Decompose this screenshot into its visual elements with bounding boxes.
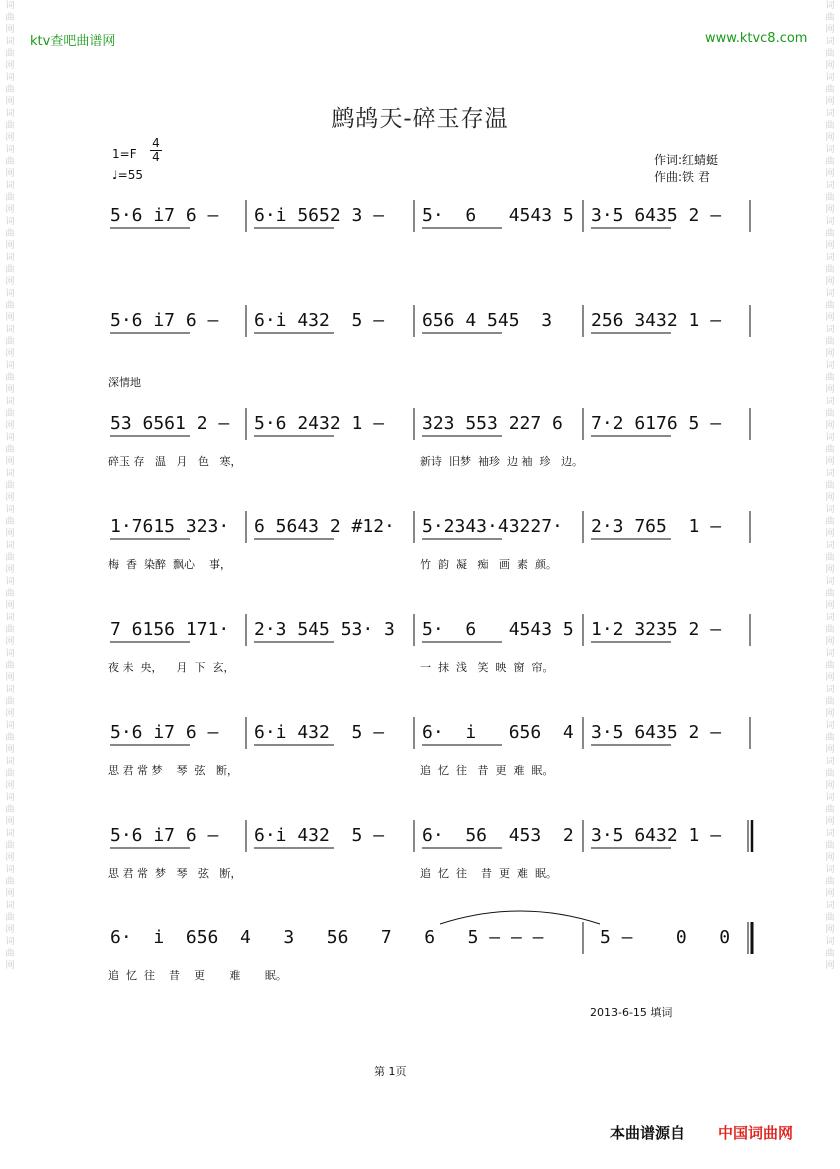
measure: 6 5643 2 #12· bbox=[254, 516, 395, 537]
lyric-line: 追 忆 往 昔 更 难 眠。 bbox=[420, 764, 554, 777]
measure: 5· 6 4543 5 bbox=[422, 205, 574, 226]
source-label: 本曲谱源自 bbox=[610, 1124, 686, 1142]
measure: 256 3432 1 – bbox=[591, 310, 722, 331]
lyric-line: 追 忆 往 昔 更 难 眠。 bbox=[420, 867, 557, 880]
lyric-line: 碎玉 存 温 月 色 寒， bbox=[108, 455, 242, 468]
measure: 5·6 2432 1 – bbox=[254, 413, 385, 434]
lyric-line: 竹 韵 凝 痴 画 素 颜。 bbox=[420, 558, 557, 571]
measure: 3·5 6435 2 – bbox=[591, 722, 722, 743]
source-site-link[interactable]: 中国词曲网 bbox=[718, 1124, 794, 1142]
right-watermark: 词曲网词曲网词曲网词曲网词曲网词曲网词曲网词曲网词曲网词曲网词曲网词曲网词曲网词曲网词曲网词曲网词曲网词曲网词曲网词曲网词曲网词曲网词曲网词曲网词曲网词曲网词曲网 bbox=[825, 1, 835, 971]
lyric-line: 新诗 旧梦 袖珍 边 袖 珍 边。 bbox=[420, 455, 583, 468]
measure: 656 4 545 3 bbox=[422, 310, 553, 331]
measure: 1·7615 323· bbox=[110, 516, 230, 537]
page-number: 第 1页 bbox=[374, 1065, 407, 1078]
date-note: 2013-6-15 填词 bbox=[590, 1006, 673, 1019]
quarter-note-icon: ♩ bbox=[112, 168, 118, 182]
measure: 5·6 i7 6 – bbox=[110, 825, 219, 846]
measure: 6·i 5652 3 – bbox=[254, 205, 385, 226]
site-url-right[interactable]: www.ktvc8.com bbox=[705, 31, 808, 46]
composer: 作曲:铁 君 bbox=[654, 170, 710, 184]
left-watermark: 词曲网词曲网词曲网词曲网词曲网词曲网词曲网词曲网词曲网词曲网词曲网词曲网词曲网词曲网词曲网词曲网词曲网词曲网词曲网词曲网词曲网词曲网词曲网词曲网词曲网词曲网词曲网 bbox=[5, 1, 15, 971]
lyric-line: 夜 未 央， 月 下 玄， bbox=[108, 661, 235, 674]
measure: 3·5 6435 2 – bbox=[591, 205, 722, 226]
lyricist: 作词:红蜻蜓 bbox=[654, 153, 719, 167]
measure: 2·3 765 1 – bbox=[591, 516, 722, 537]
measure: 3·5 6432 1 – bbox=[591, 825, 722, 846]
lyric-line: 一 抹 浅 笑 映 窗 帘。 bbox=[420, 661, 554, 674]
key-signature: 1=F bbox=[112, 147, 137, 161]
measure: 5·2343·43227· bbox=[422, 516, 563, 537]
measure: 2·3 545 53· 3 bbox=[254, 619, 395, 640]
site-name-left[interactable]: ktv查吧曲谱网 bbox=[30, 34, 116, 49]
measure: 6·i 432 5 – bbox=[254, 825, 385, 846]
measure: 6·i 432 5 – bbox=[254, 310, 385, 331]
meter-bottom: 4 bbox=[150, 150, 162, 164]
measure: 6·i 432 5 – bbox=[254, 722, 385, 743]
final-ending: 5 – 0 0 bbox=[600, 927, 731, 948]
lyric-line: 思 君 常 梦 琴 弦 断， bbox=[108, 867, 242, 880]
measure: 6· 56 453 2 bbox=[422, 825, 574, 846]
lyric-line: 追 忆 往 昔 更 难 眠。 bbox=[108, 969, 287, 982]
meter-top: 4 bbox=[152, 136, 160, 150]
song-title: 鹧鸪天-碎玉存温 bbox=[331, 106, 509, 132]
measure: 5·6 i7 6 – bbox=[110, 722, 219, 743]
measure: 5·6 i7 6 – bbox=[110, 205, 219, 226]
measure: 7 6156 171· bbox=[110, 619, 230, 640]
expression-marking: 深情地 bbox=[108, 376, 141, 389]
lyric-line: 梅 香 染醉 飘心 事， bbox=[108, 558, 231, 571]
measure: 7·2 6176 5 – bbox=[591, 413, 722, 434]
measure: 323 553 227 6 bbox=[422, 413, 563, 434]
measure: 1·2 3235 2 – bbox=[591, 619, 722, 640]
final-phrase: 6· i 656 4 3 56 7 6 5 – – – bbox=[110, 927, 544, 948]
tempo-value: =55 bbox=[117, 168, 143, 182]
measure: 5· 6 4543 5 bbox=[422, 619, 574, 640]
measure: 6· i 656 4 bbox=[422, 722, 574, 743]
tie-arc bbox=[440, 911, 600, 924]
measure: 53 6561 2 – bbox=[110, 413, 230, 434]
lyric-line: 思 君 常 梦 琴 弦 断， bbox=[108, 764, 238, 777]
measure: 5·6 i7 6 – bbox=[110, 310, 219, 331]
